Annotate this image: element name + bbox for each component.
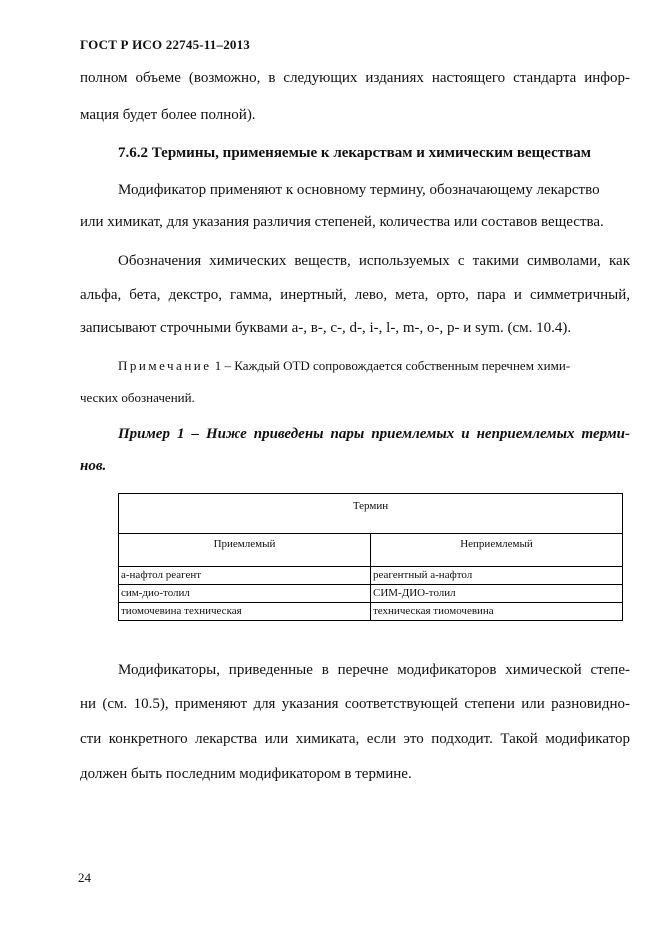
note-line-1 <box>118 358 570 374</box>
note-label: Примечание <box>118 358 212 373</box>
table-row <box>119 603 623 621</box>
section-title: 7.6.2 Термины, применяемые к лекарствам и химическим веществам <box>118 145 591 161</box>
table-cell-acceptable: а-нафтол реагент <box>119 567 371 585</box>
para3-line-2: ни (см. 10.5), применяют для указания соответствующей степени или разновидно- <box>80 696 630 712</box>
para3-line-1: Модификаторы, приведенные в перечне модификаторов химической степе- <box>118 662 630 678</box>
note-line-2: ческих обозначений. <box>80 390 195 405</box>
example-line-2: нов. <box>80 458 107 474</box>
para3-line-3: сти конкретного лекарства или химиката, если это подходит. Такой модификатор <box>80 731 630 747</box>
intro-line-2: мация будет более полной). <box>80 107 256 123</box>
table-cell-acceptable: сим-дио-толил <box>119 585 371 603</box>
intro-line-1: полном объеме (возможно, в следующих изданиях настоящего стандарта инфор- <box>80 70 630 86</box>
table-row <box>119 567 623 585</box>
note-text-1: 1 – Каждый OTD сопровождается собственным перечнем хими- <box>211 358 571 373</box>
table-header-termin: Термин <box>119 494 623 534</box>
terms-table <box>118 493 623 621</box>
table-row <box>119 585 623 603</box>
table-cell-acceptable: тиомочевина техническая <box>119 603 371 621</box>
table-cell-unacceptable: техническая тиомочевина <box>371 603 623 621</box>
table-cell-unacceptable: реагентный а-нафтол <box>371 567 623 585</box>
page-number: 24 <box>78 870 91 885</box>
para3-line-4: должен быть последним модификатором в термине. <box>80 766 412 782</box>
document-header: ГОСТ Р ИСО 22745-11–2013 <box>80 37 250 52</box>
table-cell-unacceptable: СИМ-ДИО-толил <box>371 585 623 603</box>
example-line-1: Пример 1 – Ниже приведены пары приемлемых и неприемлемых терми- <box>118 426 630 442</box>
para2-line-1: Обозначения химических веществ, используемых с такими символами, как <box>118 253 630 269</box>
para1-line-2: или химикат, для указания различия степеней, количества или составов вещества. <box>80 214 604 230</box>
para2-line-2: альфа, бета, декстро, гамма, инертный, лево, мета, орто, пара и симметричный, <box>80 287 630 303</box>
para2-line-3: записывают строчными буквами а-, в-, с-, d-, i-, l-, m-, о-, р- и sym. (см. 10.4). <box>80 320 572 336</box>
para1-line-1: Модификатор применяют к основному термину, обозначающему лекарство <box>118 182 600 198</box>
table-col-acceptable: Приемлемый <box>119 534 371 567</box>
table-col-unacceptable: Неприемлемый <box>371 534 623 567</box>
